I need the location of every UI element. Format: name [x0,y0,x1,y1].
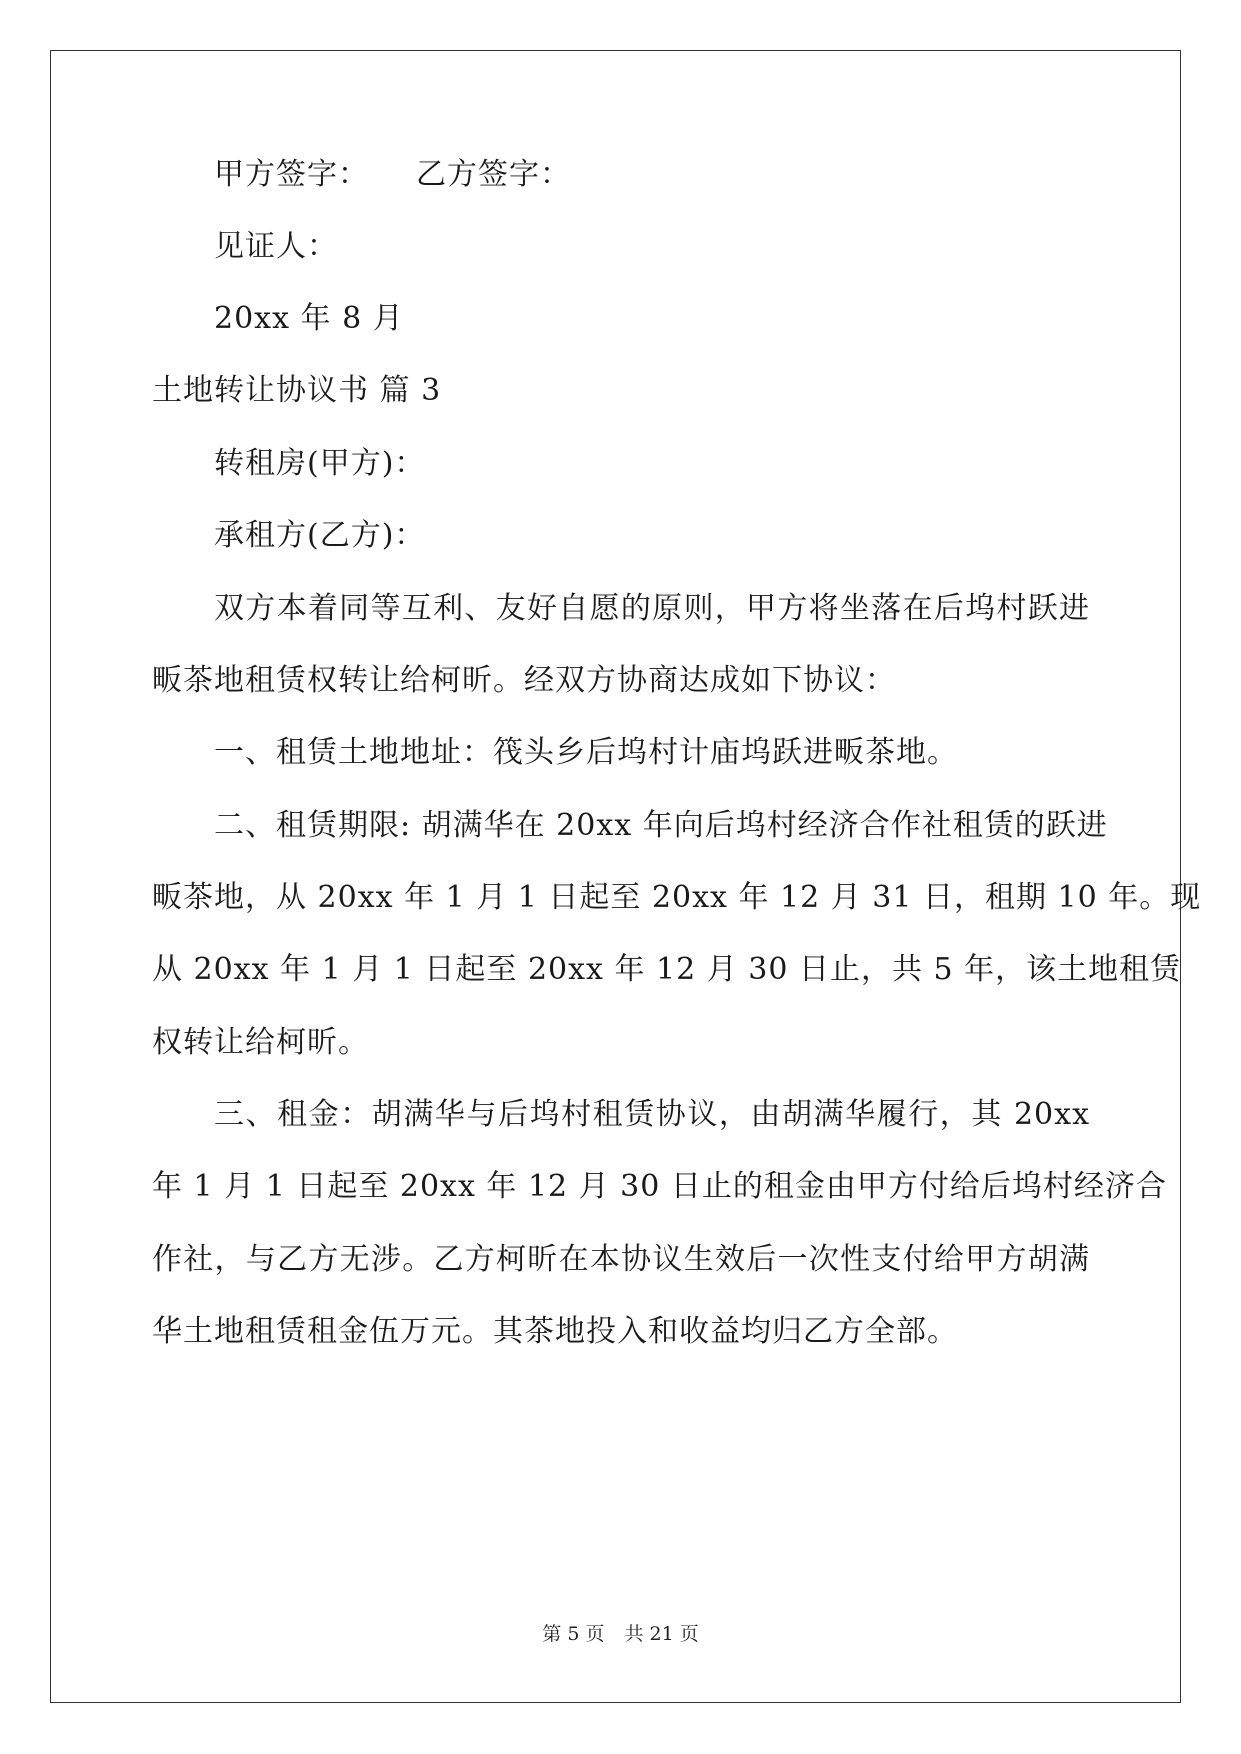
signature-line: 甲方签字： 乙方签字： [214,157,571,192]
page-footer [0,1622,1241,1646]
paragraph-line: 双方本着同等互利、友好自愿的原则，甲方将坐落在后坞村跃进 [214,591,1090,626]
lessor-line: 转租房(甲方)： [214,446,426,481]
paragraph-line: 作社，与乙方无涉。乙方柯昕在本协议生效后一次性支付给甲方胡满 [152,1242,1090,1277]
page-frame [50,50,1202,1703]
lessee-line: 承租方(乙方)： [214,518,426,553]
paragraph-line: 畈茶地租赁权转让给柯昕。经双方协商达成如下协议： [152,663,896,698]
section-heading: 土地转让协议书 篇 3 [152,373,442,408]
date-line: 20xx 年 8 月 [214,301,404,336]
clause-address: 一、租赁土地地址：筏头乡后坞村计庙坞跃进畈茶地。 [214,735,958,770]
witness-line: 见证人： [214,229,338,264]
clause-term: 二、租赁期限: 胡满华在 20xx 年向后坞村经济合作社租赁的跃进 [214,808,1108,843]
paragraph-line: 畈茶地，从 20xx 年 1 月 1 日起至 20xx 年 12 月 31 日，租期 10 年。现 [152,880,1202,915]
paragraph-line: 华土地租赁租金伍万元。其茶地投入和收益均归乙方全部。 [152,1314,958,1349]
clause-rent: 三、租金：胡满华与后坞村租赁协议，由胡满华履行，其 20xx [214,1097,1090,1132]
paragraph-line: 年 1 月 1 日起至 20xx 年 12 月 30 日止的租金由甲方付给后坞村经济合 [152,1169,1167,1204]
paragraph-line: 从 20xx 年 1 月 1 日起至 20xx 年 12 月 30 日止，共 5 年，该土地租赁 [152,952,1182,987]
paragraph-line: 权转让给柯昕。 [152,1025,369,1060]
page-total: 共 21 页 [624,1623,699,1645]
page-number: 第 5 页 [542,1623,605,1645]
